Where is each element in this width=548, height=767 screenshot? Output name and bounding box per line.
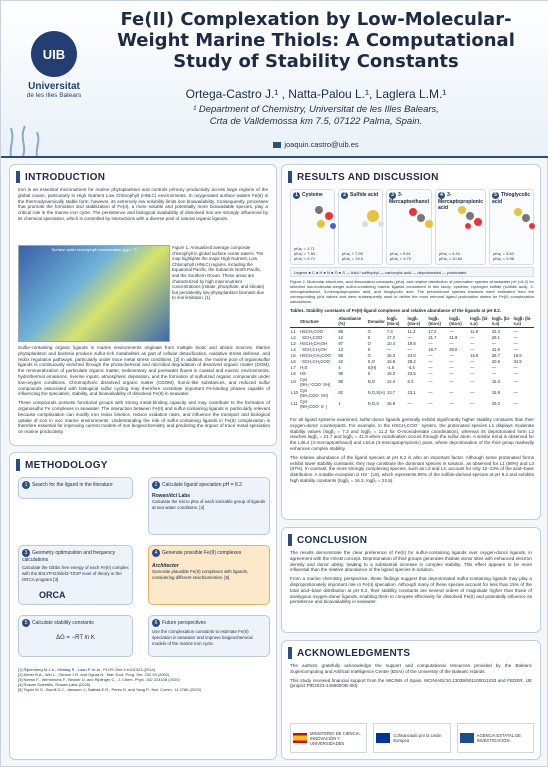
method-step-3 <box>18 545 133 605</box>
table-cell: — <box>449 390 454 395</box>
introduction-panel <box>9 164 277 446</box>
table-cell: — <box>491 340 497 346</box>
table-cell: — <box>470 340 475 346</box>
contact-email <box>96 140 536 149</box>
introduction-paragraph-1: Iron is an essential micronutrient for marine phytoplankton and controls primary productivity across large regions of the global ocean, particularly in High Nutrient Low Chlorophyll (HNLC) environments. In oxygenated surface waters Fe(II) is the thermodynamically stable form; however, its extremely low solubility limits iron bioavailability. Consequently, processes that promote the formation and stabilization of Fe(II), a more soluble and potentially more bioavailable species, play a critical role in the marine iron cycle. The persistence and biological availability of dissolved iron are strongly influenced by its chemical speciation, which is controlled by interactions with a diverse pool of natural organic ligands. <box>18 187 268 221</box>
ligand-number-badge: 4 <box>438 192 445 199</box>
ligand-number-badge: 2 <box>341 192 348 199</box>
methodology-heading: METHODOLOGY <box>25 459 108 471</box>
heading-bar <box>288 171 292 183</box>
table-cell: S <box>367 346 371 352</box>
step-number: 2 <box>152 481 160 489</box>
acknowledgments-heading-row <box>288 645 534 661</box>
table-cell: 16.8 <box>386 358 396 364</box>
table-cell: ⁻SCH₂CH₂COO⁻ <box>300 358 333 364</box>
table-cell: 29.3 <box>491 401 500 406</box>
table-cell: — <box>407 401 412 406</box>
molecule-structure-icon <box>510 202 538 232</box>
table-cell: 88 <box>338 328 343 334</box>
table-cell: O <box>367 328 371 334</box>
table-header-cell: logβ₄ (ma-s) <box>448 315 469 328</box>
results-paragraph-2: The relative abundance of the ligand species at pH 8.2 is also an important factor. Although some protonated forms exhibit lower stability constants, they may constitute the dominant species in solution, as observed for L1 (88%) and L3 (87%). In contrast, the more strongly complexing species, such as L2 and L4, account for only 12–13% of the acid–base distribution. A notable exception is HS⁻ (L8), which represents 96% of the sulfide-derived species at pH 8.2 and exhibits high stability constants (logβ₁ = 16.3, logβ₂ = 23.5). <box>290 454 534 483</box>
ligand-number-badge: 3 <box>389 192 396 199</box>
results-heading: RESULTS AND DISCUSSION <box>297 171 439 183</box>
table-cell: — <box>407 346 412 352</box>
table-cell: — <box>428 390 433 395</box>
table-cell: 16.3 <box>386 370 396 376</box>
ligand-number-badge: 5 <box>492 192 499 199</box>
conclusion-paragraph-1: The results demonstrate the clear preference of Fe(II) for sulfur-containing ligands over oxygen-donor ligands, in agreement with the HSAB concept. Deprotonation of thiol groups generates thiolate donor sites with enhanced electron density and donor ability, leading to a substantial increase in complex stability. This effect appears to be more influential than the relative abundance of the ligand species in solution. <box>290 550 532 573</box>
table-row <box>290 398 534 409</box>
table-cell: 34.9 <box>513 358 522 364</box>
table-cell: L2 <box>291 334 296 340</box>
method-step-1-label: Search for the ligand in the literature <box>32 482 113 488</box>
table-cell: — <box>470 401 475 406</box>
table-cell: 58 <box>338 352 343 358</box>
ligand-pka: pKa₁ = 1.71 pKa₂ = 7.84 pKa₃ = 9.71 <box>294 246 316 261</box>
table-cell: N,O,S <box>367 401 380 406</box>
table-cell: 24.0 <box>407 352 416 358</box>
table-cell: Cys (NH₂COO⁻SH) <box>300 387 329 398</box>
table-cell: 17.2 <box>428 328 437 334</box>
table-cell: — <box>470 334 475 340</box>
table-cell: 12 <box>338 334 343 340</box>
uib-logo <box>19 31 89 99</box>
table-cell: O <box>367 340 371 346</box>
table-cell: 11.8 <box>470 328 478 334</box>
table-cell: — <box>513 334 518 340</box>
table-cell: 16.9 <box>513 352 522 358</box>
table-cell: — <box>470 370 475 376</box>
table-header-cell: logβ₂ (ma-s) <box>407 315 428 328</box>
acknowledgments-paragraph-1: The authors gratefully acknowledge the support and computational resources provided by the Balearic Supercomputing and Artificial Intelligence Center (BSAI) of the University of the Balearic Islands. <box>290 663 532 674</box>
seaweed-decoration-icon <box>1 116 91 156</box>
table-row <box>290 352 534 358</box>
table-cell: 12.4 <box>386 379 396 384</box>
table-cell: L9 <box>291 379 296 384</box>
introduction-paragraph-2: Sulfur-containing organic ligands in marine environments originate from multiple biotic and abiotic sources. Marine phytoplankton and bacteria produce sulfur-rich metabolites as part of cellular detoxification, oxidative stress defense, and redox regulation pathways, particularly under trace metal stress conditions. [2] In addition, the marine pool of organosulfur ligands is continuously enriched through the photochemical and microbial degradation of dissolved organic matter (DOM), the remineralization of particulate organic matter, sedimentary and porewater fluxes in coastal and euxinic environments, hydrothermal emissions, riverine inputs, atmospheric deposition, and the formation of sulfurized organic compounds under low-oxygen conditions. Chromophoric dissolved organic matter (CDOM), humic-like substances, and reduced sulfur compounds associated with biological sulfur cycling may therefore constitute important Fe-binding phases capable of influencing the speciation, stability, and bioavailability of dissolved Fe(II) in seawater. <box>18 345 270 397</box>
table-row <box>290 358 534 364</box>
table-cell: — <box>449 340 454 346</box>
eu-flag-icon <box>376 733 390 743</box>
table-cell: — <box>513 328 518 334</box>
table-cell: — <box>513 390 518 395</box>
ligand-pka: pKa₁ = 3.60 pKa₂ = 9.98 <box>493 251 515 261</box>
table-cell: — <box>449 364 454 370</box>
ligand-mercaptopropionic-acid <box>435 189 486 265</box>
table-cell: 4 <box>338 364 341 370</box>
ligand-pka: pKa₁ = 9.61 pKa₂ = 9.72 <box>390 251 412 261</box>
poster-affiliation <box>96 104 536 128</box>
table-cell: 15.9 <box>491 390 500 395</box>
table-cell: 13 <box>338 346 343 352</box>
table-cell: S <box>367 370 371 376</box>
table-cell: 42 <box>338 358 343 364</box>
reference-3: [3] Neese F., Wennmohs F., Becker U. and Riplinger C., J. Chem. Phys. 152 224108 (2020) <box>18 677 180 682</box>
table-cell: 26.0 <box>449 346 458 352</box>
table-cell: 16.7 <box>428 346 437 352</box>
spain-flag-icon <box>293 733 307 743</box>
table-cell: — <box>470 346 475 352</box>
molecule-structure-icon <box>407 202 435 232</box>
table-header-cell: logβ₁ (ma-s) <box>386 315 407 328</box>
method-step-2-detail: Calculate the micro pKa of each ionizable group of ligands at sea water conditions. [4] <box>152 499 266 510</box>
step-number: 3 <box>22 549 30 557</box>
table-header-cell: logβ₅ (bi-s,o) <box>469 315 491 328</box>
table-header-cell: Abundance (%) <box>337 315 366 328</box>
methodology-panel <box>9 452 277 760</box>
table-cell: 13.7 <box>386 390 396 395</box>
table-cell: 17.2 <box>386 334 396 340</box>
table-cell: — <box>449 328 454 334</box>
table-header-cell: logβ₇ (bi-s,o) <box>512 315 534 328</box>
table-cell: — <box>491 364 497 370</box>
table-cell: L4 <box>291 346 296 352</box>
table-cell: S <box>367 334 371 340</box>
figure-1-caption: Figure 1. Annualized average composite chlorophyll in global surface ocean waters. The map highlights the major High Nutrient, Low Chlorophyll (HNLC) regions, including the Equatorial Pacific, the Subarctic North Pacific, and the Southern Ocean. These areas are characterized by high macronutrient concentrations (nitrate, phosphate, and silicate) but persistently low phytoplankton biomass due to iron limitation. [1] <box>172 245 265 301</box>
table-cell: — <box>513 379 518 384</box>
table-cell: 16.9 <box>386 401 396 406</box>
method-step-4-detail: Generate plausible Fe(II) complexes with ligands, considering different stoichiometries. [5] <box>152 569 249 580</box>
results-paragraph-1: For all ligand systems examined, sulfur-donor ligands generally exhibit significantly higher stability constants than their oxygen-donor counterparts. For example, in the HSCH₂COO⁻ system, the protonated species L1 displays moderate stability values (logβ₁ = 7.3 and logβ₂ = 11.2 for O-monodentate coordination), whereas its deprotonated form L2 reaches logβ₁ = 21.7 and logβ₂ = 41.9 when coordination occurs through the sulfur atom. A similar trend is observed for the L3/L4 (2-mercaptoethanol) and L5/L6 (3-mercaptopropionic) pairs, where deprotonation of the thiol group markedly enhances complex stability. <box>290 417 534 451</box>
step-number: 1 <box>22 481 30 489</box>
table-cell: — <box>470 390 475 395</box>
table-cell: 23.5 <box>407 370 416 376</box>
ligand-name: 3-Mercaptoethanol <box>389 192 430 205</box>
method-step-3-label: Geometry optimization and frequency calculations <box>22 550 116 563</box>
table-cell: N,O,S(H) <box>367 390 385 395</box>
table-cell: — <box>470 379 475 384</box>
method-step-5-label: Calculate stability constants <box>32 620 94 626</box>
reference-2: [2] Ahner B.A., Wei L., Oleson J.R. and Ogura N., Mar. Ecol. Prog. Ser. 232 93 (2002) <box>18 672 170 677</box>
ligand-sulfide-acid <box>338 189 383 265</box>
ligand-name: Thioglycolic acid <box>492 192 531 205</box>
molecule-structure-icon <box>456 202 484 232</box>
table-cell: — <box>513 346 518 352</box>
heading-bar <box>16 171 20 183</box>
email-icon <box>273 142 281 148</box>
table-cell: 10.4 <box>386 340 396 346</box>
introduction-heading-row <box>16 169 270 185</box>
table-cell: 11.2 <box>407 328 416 334</box>
table-1-title: Table1. Stability constants of Fe(II)-ligand complexes and relative abundance of the ligands at pH 8.2. <box>290 308 501 313</box>
table-cell: 82 <box>338 390 343 395</box>
step-number: 6 <box>152 619 160 627</box>
figure-2-caption: Figure 2. Molecular structures, acid dissociation constants (pKa), and relative distribution of protonation species at seawater pH (≈8.2) for selected low-molecular-weight sulfur-containing marine ligands considered in this study: cysteine, hydrogen sulfide (sulfidic acid), 2-mercaptoethanol, 3-mercaptopropionic acid, and thioglycolic acid. The predominant species fractions were estimated from the corresponding pKa values and were subsequently used to define the most relevant ligand protonation states for Fe(II) complexation calculations. <box>290 279 534 304</box>
ligand-label <box>291 190 334 201</box>
ministry-logo-text: MINISTERIO DE CIENCIA, INNOVACIÓN Y UNIVERSIDADES <box>310 730 361 746</box>
table-cell: — <box>470 358 475 364</box>
table-cell: — <box>407 334 412 340</box>
reference-1: [1] Rijkenberg M.J.A., Middag R., Laan P. et al., PLOS One 9 e101323 (2014) <box>18 667 156 672</box>
ligand-number-badge: 1 <box>293 192 300 199</box>
table-cell: H₂S <box>300 364 308 370</box>
table-cell: 23.1 <box>407 390 416 395</box>
table-header-cell: Donador <box>367 315 386 328</box>
table-cell: — <box>491 370 497 376</box>
table-cell: 15.3 <box>491 379 500 384</box>
table-cell: — <box>449 358 454 364</box>
table-cell: 21.7 <box>428 334 437 340</box>
eu-logo <box>373 723 450 753</box>
table-cell: — <box>428 370 433 376</box>
table-cell: 41.9 <box>449 334 458 340</box>
table-cell: 28.2 <box>407 358 416 364</box>
table-cell: — <box>428 401 433 406</box>
table-cell: — <box>470 364 475 370</box>
table-header-cell: logβ₆ (bi-s,o) <box>491 315 513 328</box>
table-cell: ⁻SCH₂CH₂OH <box>300 346 327 352</box>
table-cell: 7.3 <box>386 328 393 334</box>
aei-logo-text: AGENCIA ESTATAL DE INVESTIGACIÓN <box>476 733 521 743</box>
results-panel <box>281 164 541 520</box>
reference-4: [4] Rowan Scientific, Rowan Labs (2025) <box>18 682 91 687</box>
table-cell: -1.5 <box>386 364 395 370</box>
table-cell: — <box>428 340 433 346</box>
ligand-cysteine <box>290 189 335 265</box>
step-number: 5 <box>22 619 30 627</box>
table-cell: Cys⁻ (NH₂COO⁻S⁻) <box>300 398 328 409</box>
table-cell: L6 <box>291 358 296 364</box>
acknowledgments-heading: ACKNOWLEDGMENTS <box>297 647 411 659</box>
table-header-cell: logβ₃ (ma-s) <box>427 315 448 328</box>
methodology-heading-row <box>16 457 270 473</box>
ministry-logo <box>290 723 367 753</box>
table-cell: — <box>428 364 433 370</box>
molecule-structure-icon <box>359 202 387 232</box>
uib-logo-mark: UIB <box>31 31 77 77</box>
step-number: 4 <box>152 549 160 557</box>
table-cell: HSCH₂COO⁻ <box>300 328 326 334</box>
table-cell: L10 <box>291 390 298 395</box>
ligand-pka: pKa₁ = 7.05 pKa₂ = 19.0 <box>342 251 364 261</box>
conclusion-heading: CONCLUSION <box>297 534 368 546</box>
conclusion-paragraph-2: From a marine chemistry perspective, these findings suggest that deprotonated sulfur-containing ligands may play a disproportionately important role in Fe(II) speciation. Although many of these species account for less than 15% of the total acid–base distribution at pH 8.2, their stability constants are several orders of magnitude higher than those of analogous oxygen-donor ligands, enabling them to compete effectively for dissolved Fe(II) and potentially influence its persistence and bioavailability in seawater. <box>290 576 532 605</box>
ligand-pka: pKa₁ = 4.34 pKa₂ = 10.84 <box>439 251 463 261</box>
ligand-name: Cysteine <box>302 192 323 198</box>
ligand-structures-figure <box>290 189 534 265</box>
table-cell: — <box>513 370 518 376</box>
table-cell: ⁻SCH₂COO⁻ <box>300 334 325 340</box>
table-cell: L8 <box>291 370 296 376</box>
heading-bar <box>288 534 292 546</box>
table-cell: 41.9 <box>491 346 500 352</box>
chlorophyll-map-title: Surface water chlorophyll concentration (μg L⁻¹) <box>51 247 137 252</box>
affiliation-line-1: ¹ Department of Chemistry, Universitat de les Illes Balears, <box>193 104 439 115</box>
table-cell: 19.8 <box>407 340 416 346</box>
stability-constants-table <box>290 315 534 409</box>
table-cell: S(H) <box>367 364 377 370</box>
table-cell: — <box>449 370 454 376</box>
poster-title: Fe(II) Complexation by Low-Molecular-Weight Marine Thiols: A Computational Study of Stability Constants <box>117 9 515 72</box>
table-cell: 96 <box>338 370 343 376</box>
table-row <box>290 376 534 387</box>
method-step-2-tool: Rowan/dci Labs <box>152 493 191 499</box>
email-text[interactable]: joaquin.castro@uib.es <box>284 140 359 149</box>
ligand-name: 3-Mercaptopropionic acid <box>438 192 484 211</box>
uib-logo-name: Universitat <box>28 81 80 92</box>
table-cell: 6.3 <box>407 379 414 384</box>
table-cell: — <box>428 352 433 358</box>
acknowledgments-paragraph-2: This study received financial support from the MICINN of Spain, MCIN/AEI/10.13039/501100011033 and FEDER, UE (project PID2023-146860OB-I00). <box>290 677 532 689</box>
introduction-lower-text <box>10 345 277 438</box>
method-step-4 <box>148 545 270 605</box>
table-cell: 15.8 <box>470 352 479 358</box>
funding-logos <box>290 723 534 753</box>
orca-logo: ORCA <box>39 590 66 600</box>
results-heading-row <box>288 169 534 185</box>
reference-5: [5] Taylor M.G., Burrill D.J., Janssen J., Batista E.R., Perez D. and Yang P., Nat. Comm. 14 2786 (2023) <box>18 687 202 692</box>
table-cell: L3 <box>291 340 296 346</box>
table-cell: — <box>449 352 454 358</box>
ligand-mercaptoethanol <box>386 189 432 265</box>
table-cell: L1 <box>291 328 296 334</box>
table-cell: Cys (NH₃⁺COO⁻SH) <box>300 376 331 387</box>
method-step-1 <box>18 477 133 499</box>
method-step-3-detail: Calculate the Gibbs free energy of each Fe(II) complex with the B3LYP-D3/def2-TZVP level of theory in the ORCA program [3] <box>22 565 129 582</box>
table-cell: 28.7 <box>491 352 500 358</box>
table-cell: — <box>428 379 433 384</box>
ligand-name: Sulfide acid <box>350 192 379 198</box>
heading-bar <box>288 647 292 659</box>
method-step-2 <box>148 477 270 535</box>
table-cell: L5 <box>291 352 296 358</box>
table-cell: — <box>386 346 392 352</box>
heading-bar <box>16 459 20 471</box>
table-cell: 88 <box>338 379 343 384</box>
table-cell: — <box>513 364 518 370</box>
eu-logo-text: Cofinanciado por la Unión Europea <box>393 733 442 743</box>
poster-authors: Ortega-Castro J.¹ , Natta-Palou L.¹, Laglera L.M.¹ <box>185 87 447 101</box>
aei-logo <box>457 723 534 753</box>
ligand-label <box>339 190 382 201</box>
molecule-structure-icon <box>311 202 339 232</box>
method-step-5 <box>18 615 133 657</box>
results-discussion-text <box>282 417 541 487</box>
chlorophyll-map-figure <box>18 245 170 342</box>
method-step-6-label: Future perspectives <box>162 620 206 626</box>
method-step-4-label: Generate possible Fe(II) complexes <box>162 550 242 556</box>
table-cell: 87 <box>338 340 343 346</box>
table-row <box>290 387 534 398</box>
table-cell: 22.4 <box>491 328 500 334</box>
table-cell: S,O <box>367 358 375 364</box>
conclusion-panel <box>281 527 541 633</box>
table-cell: — <box>428 358 433 364</box>
aei-mark-icon <box>460 733 474 743</box>
structure-legend: Legend ● C ● H ● N ● O ● S — thiol / sulfhydryl — carboxylic acid — deprotonated — protonated <box>290 267 534 277</box>
table-cell: — <box>513 401 518 406</box>
table-cell: HS⁻ <box>300 370 309 376</box>
uib-logo-sub: de les Illes Balears <box>26 92 82 99</box>
method-step-2-label: Calculate ligand speciation pH = 8.2 <box>162 482 242 488</box>
table-cell: — <box>513 340 518 346</box>
poster-header <box>1 1 548 158</box>
table-header-cell: Structure <box>299 315 337 328</box>
table-cell: 16.3 <box>386 352 396 358</box>
table-cell: HSCH₂CH₂COO⁻ <box>300 352 333 358</box>
introduction-heading: INTRODUCTION <box>25 171 106 183</box>
method-step-4-tool: Architector <box>152 563 179 569</box>
method-step-6 <box>148 615 270 657</box>
conclusion-heading-row <box>288 532 534 548</box>
table-cell: — <box>449 401 454 406</box>
table-header-cell <box>290 315 299 328</box>
table-cell: 1 <box>338 401 341 406</box>
method-step-6-detail: Use the complexation constants to estimate Fe(II) speciation in seawater and improve biogeochemical models of the marine iron cycle. <box>152 629 253 646</box>
table-cell: L7 <box>291 364 296 370</box>
table-header-row <box>290 315 534 328</box>
table-cell: N,O <box>367 379 376 384</box>
table-cell: L11 <box>291 401 298 406</box>
affiliation-line-2: Crta de Valldemossa km 7.5, 07122 Palma, Spain. <box>209 116 423 127</box>
table-cell: 28.1 <box>491 334 500 340</box>
references-list <box>10 667 277 692</box>
table-cell: -4.4 <box>407 364 415 370</box>
method-step-5-equation: ΔG = −RT ln K <box>56 635 95 641</box>
table-cell: O <box>367 352 371 358</box>
introduction-paragraph-3: These compounds possess functional groups with strong metal-binding capacity and may contribute to the formation of organosulfur Fe complexes in seawater. The interaction between Fe(II) and sulfur-containing ligands is particularly relevant because complexation can modify iron redox kinetics, reduce oxidation rates, and influence the transport and biological uptake of iron in oxic marine environments. Understanding the role of sulfur-containing ligands in Fe(II) complexation is therefore essential for improving current models of iron biogeochemistry and predicting the impact of trace metal speciation on marine productivity. <box>18 400 270 435</box>
acknowledgments-panel <box>281 640 541 760</box>
table-cell: 20.6 <box>491 358 500 364</box>
ligand-thioglycolic-acid <box>489 189 534 265</box>
table-cell: — <box>449 379 454 384</box>
table-cell: HSCH₂CH₂OH <box>300 340 328 346</box>
